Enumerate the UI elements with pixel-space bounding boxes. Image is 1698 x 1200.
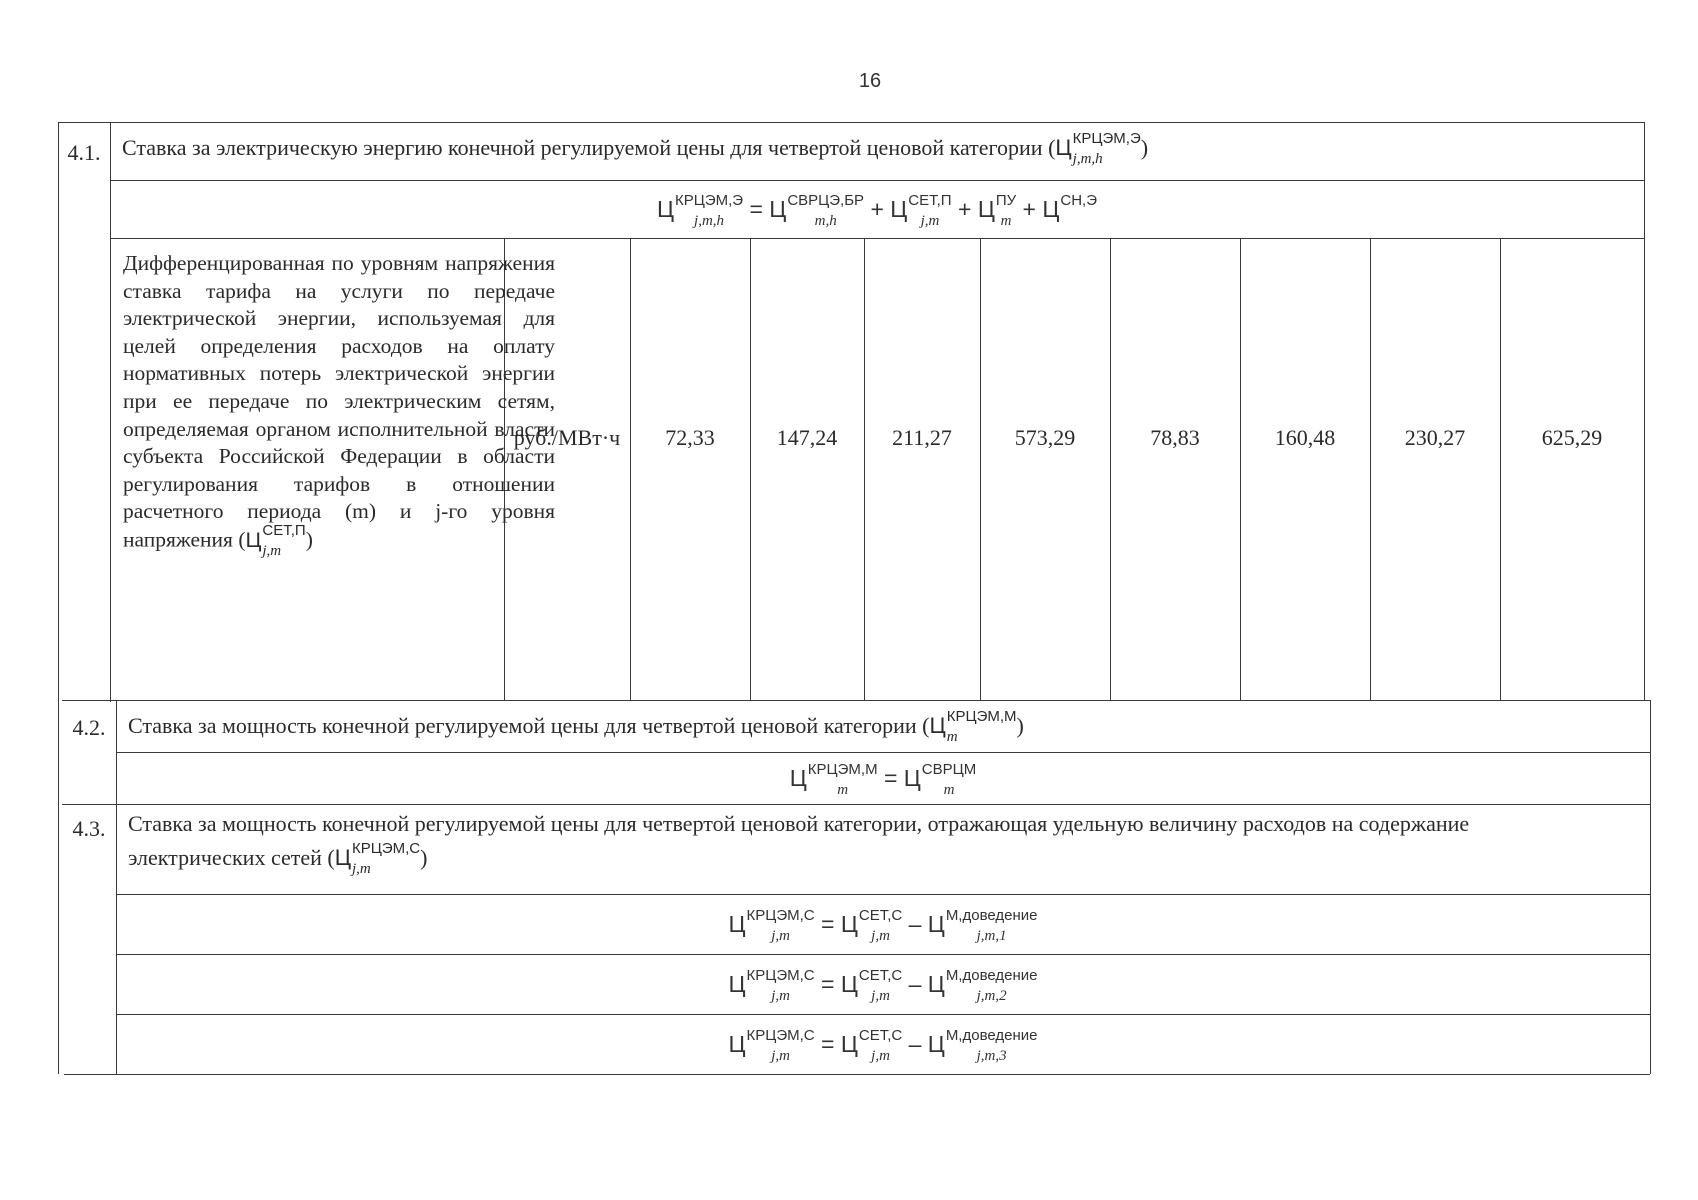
symbol-indices	[1072, 130, 1141, 168]
symbol-indices	[921, 760, 977, 798]
symbol-superscript: КРЦЭМ,С	[746, 966, 815, 984]
table-border-left	[58, 122, 59, 1074]
formula-operator: –	[902, 911, 928, 937]
tariff-symbol	[927, 906, 1038, 944]
tariff-symbol	[840, 966, 903, 1004]
symbol-indices	[945, 966, 1038, 1004]
symbol-superscript: М,доведение	[945, 906, 1038, 924]
symbol-subscript: j,m	[771, 987, 790, 1004]
symbol-subscript: j,m	[871, 987, 890, 1004]
symbol-indices	[858, 1026, 903, 1064]
value-cell: 573,29	[1014, 425, 1076, 450]
symbol-superscript: СЕТ,С	[858, 966, 903, 984]
value-cell: 78,83	[1150, 425, 1200, 450]
value-column-divider	[1110, 238, 1111, 700]
symbol-indices	[746, 1026, 815, 1064]
tariff-symbol	[728, 966, 815, 1004]
section-number: 4.1.	[67, 140, 101, 165]
tariff-description: Дифференцированная по уровням напряжения ставка тарифа на услуги по передаче электрической энергии, используемая для целей определения расходов на оплату нормативных потерь электрической энергии при ее передаче по электрическим сетям, определяемая органом исполнительной власти субъекта Российской Федерации в области регулирования тарифов в отношении расчетного периода (m) и j-го уровня напряжения (Ц $^{СЕТ,П}$ $_{j,m}$ )	[123, 251, 555, 559]
value-column-divider	[1500, 238, 1501, 700]
table-border-right	[1644, 122, 1645, 700]
symbol-base: Ц	[789, 765, 807, 791]
symbol-base: Ц	[840, 971, 858, 997]
section-title: Ставка за электрическую энергию конечной регулируемой цены для четвертой ценовой категории (Ц $^{КРЦЭМ,Э}$ $_{j,m,h}$ )	[122, 130, 1149, 168]
value-column-divider	[750, 238, 751, 700]
row-divider	[62, 804, 1650, 805]
symbol-base: Ц	[927, 971, 945, 997]
symbol-base: Ц	[927, 911, 945, 937]
value-cell: 211,27	[892, 425, 952, 450]
value-cell: 625,29	[1541, 425, 1603, 450]
formula-operator: =	[814, 1031, 841, 1057]
symbol-superscript: КРЦЭМ,М	[807, 760, 878, 778]
symbol-indices	[995, 191, 1017, 229]
formula-operator: +	[864, 196, 891, 222]
table-border-right	[1650, 700, 1651, 1074]
symbol-subscript: m	[1000, 212, 1012, 229]
section-number: 4.3.	[72, 816, 106, 841]
symbol-subscript: j,m	[871, 1047, 890, 1064]
tariff-symbol	[890, 191, 952, 229]
symbol-superscript: М,доведение	[945, 966, 1038, 984]
formula-operator: =	[743, 196, 770, 222]
tariff-table	[58, 120, 1648, 1094]
tariff-symbol	[334, 840, 421, 878]
symbol-base: Ц	[728, 911, 746, 937]
formula	[110, 180, 1644, 238]
tariff-symbol	[929, 708, 1017, 746]
tariff-symbol	[903, 760, 977, 798]
tariff-symbol	[840, 1026, 903, 1064]
tariff-symbol	[927, 1026, 1038, 1064]
symbol-subscript: m	[946, 729, 958, 746]
symbol-superscript: СЕТ,П	[262, 521, 306, 539]
formula	[116, 1014, 1650, 1074]
symbol-indices	[945, 906, 1038, 944]
symbol-base: Ц	[769, 196, 787, 222]
symbol-base: Ц	[728, 1031, 746, 1057]
value-column-divider	[980, 238, 981, 700]
value-column-divider	[630, 238, 631, 700]
value-cell: 147,24	[776, 425, 838, 450]
symbol-superscript: СЕТ,С	[858, 906, 903, 924]
tariff-symbol	[769, 191, 865, 229]
formula-operator: –	[902, 1031, 928, 1057]
symbol-superscript: СЕТ,С	[858, 1026, 903, 1044]
value-cell: 160,48	[1274, 425, 1336, 450]
symbol-base: Ц	[903, 765, 921, 791]
formula-operator: =	[877, 765, 904, 791]
symbol-subscript: j,m,3	[976, 1047, 1007, 1064]
tariff-symbol	[656, 191, 744, 229]
symbol-base: Ц	[840, 911, 858, 937]
value-column-divider	[1240, 238, 1241, 700]
symbol-subscript: j,m	[871, 927, 890, 944]
tariff-symbol	[728, 906, 815, 944]
value-column-divider	[1370, 238, 1371, 700]
formula	[116, 752, 1650, 804]
page-number: 16	[858, 70, 882, 92]
symbol-subscript: j,m	[920, 212, 940, 229]
symbol-base: Ц	[929, 713, 946, 738]
symbol-subscript: j,m	[352, 861, 371, 878]
symbol-subscript: m	[943, 781, 955, 798]
section-title: Ставка за мощность конечной регулируемой цены для четвертой ценовой категории (Ц $^{КРЦЭМ,М}$ $_m$ )	[128, 708, 1024, 746]
symbol-subscript: j,m,h	[1072, 151, 1103, 168]
symbol-indices	[908, 191, 952, 229]
section-title-line: электрических сетей (Ц $^{КРЦЭМ,С}$ $_{j,m}$ )	[128, 840, 428, 878]
tariff-symbol	[840, 906, 903, 944]
row-divider	[110, 238, 1644, 239]
tariff-symbol	[1042, 191, 1097, 222]
symbol-superscript: СВРЦЭ,БР	[787, 191, 865, 209]
symbol-subscript: j,m	[771, 1047, 790, 1064]
symbol-superscript: ПУ	[995, 191, 1017, 209]
row-divider	[62, 700, 1650, 701]
symbol-base: Ц	[245, 527, 262, 552]
symbol-subscript: j,m,2	[976, 987, 1007, 1004]
symbol-indices	[807, 760, 878, 798]
symbol-subscript: j,m	[262, 542, 282, 559]
symbol-indices	[675, 191, 744, 229]
symbol-subscript: j,m,h	[694, 212, 725, 229]
formula	[116, 894, 1650, 954]
symbol-base: Ц	[927, 1031, 945, 1057]
formula	[116, 954, 1650, 1014]
symbol-superscript: КРЦЭМ,М	[946, 708, 1017, 726]
tariff-symbol	[789, 760, 878, 798]
tariff-symbol	[977, 191, 1017, 229]
symbol-indices	[746, 906, 815, 944]
symbol-subscript: j,m,1	[976, 927, 1007, 944]
tariff-symbol	[245, 521, 306, 559]
symbol-indices	[858, 906, 903, 944]
symbol-subscript: m	[837, 781, 849, 798]
symbol-base: Ц	[840, 1031, 858, 1057]
table-border-bottom	[64, 1074, 1650, 1075]
symbol-subscript: j,m	[771, 927, 790, 944]
symbol-indices	[1060, 191, 1097, 226]
section-title-line: Ставка за мощность конечной регулируемой цены для четвертой ценовой категории, отражающая удельную величину расходов на содержание	[128, 811, 1470, 836]
symbol-indices	[858, 966, 903, 1004]
symbol-indices	[945, 1026, 1038, 1064]
table-border-top	[58, 122, 1644, 123]
symbol-base: Ц	[1042, 196, 1060, 222]
symbol-superscript: СВРЦМ	[921, 760, 977, 778]
symbol-subscript: m,h	[814, 212, 837, 229]
tariff-symbol	[728, 1026, 815, 1064]
symbol-base: Ц	[656, 196, 674, 222]
formula-operator: +	[951, 196, 978, 222]
symbol-base: Ц	[334, 845, 352, 870]
symbol-indices	[352, 840, 421, 878]
symbol-subscript	[1060, 214, 1097, 229]
symbol-superscript: М,доведение	[945, 1026, 1038, 1044]
value-cell: 72,33	[665, 425, 715, 450]
symbol-superscript: СЕТ,П	[908, 191, 952, 209]
formula-operator: =	[814, 911, 841, 937]
symbol-superscript: КРЦЭМ,С	[746, 1026, 815, 1044]
symbol-superscript: КРЦЭМ,С	[746, 906, 815, 924]
symbol-indices	[946, 708, 1017, 746]
formula-operator: –	[902, 971, 928, 997]
symbol-superscript: КРЦЭМ,С	[352, 840, 421, 858]
symbol-superscript: КРЦЭМ,Э	[1072, 130, 1141, 148]
symbol-indices	[787, 191, 865, 229]
value-cell: 230,27	[1404, 425, 1466, 450]
symbol-base: Ц	[1055, 135, 1072, 160]
symbol-superscript: КРЦЭМ,Э	[675, 191, 744, 209]
symbol-base: Ц	[890, 196, 908, 222]
rate-symbol	[1055, 130, 1141, 168]
tariff-symbol	[1055, 130, 1141, 168]
symbol-base: Ц	[728, 971, 746, 997]
symbol-base: Ц	[977, 196, 995, 222]
value-column-divider	[864, 238, 865, 700]
symbol-indices	[746, 966, 815, 1004]
formula-operator: +	[1016, 196, 1043, 222]
section-number: 4.2.	[72, 715, 106, 740]
symbol-indices	[262, 521, 306, 559]
rate-symbol	[245, 521, 306, 559]
tariff-symbol	[927, 966, 1038, 1004]
unit-cell: руб./МВт·ч	[513, 425, 621, 450]
symbol-superscript: СН,Э	[1060, 191, 1097, 209]
rate-symbol	[334, 840, 421, 878]
rate-symbol	[929, 708, 1017, 746]
formula-operator: =	[814, 971, 841, 997]
